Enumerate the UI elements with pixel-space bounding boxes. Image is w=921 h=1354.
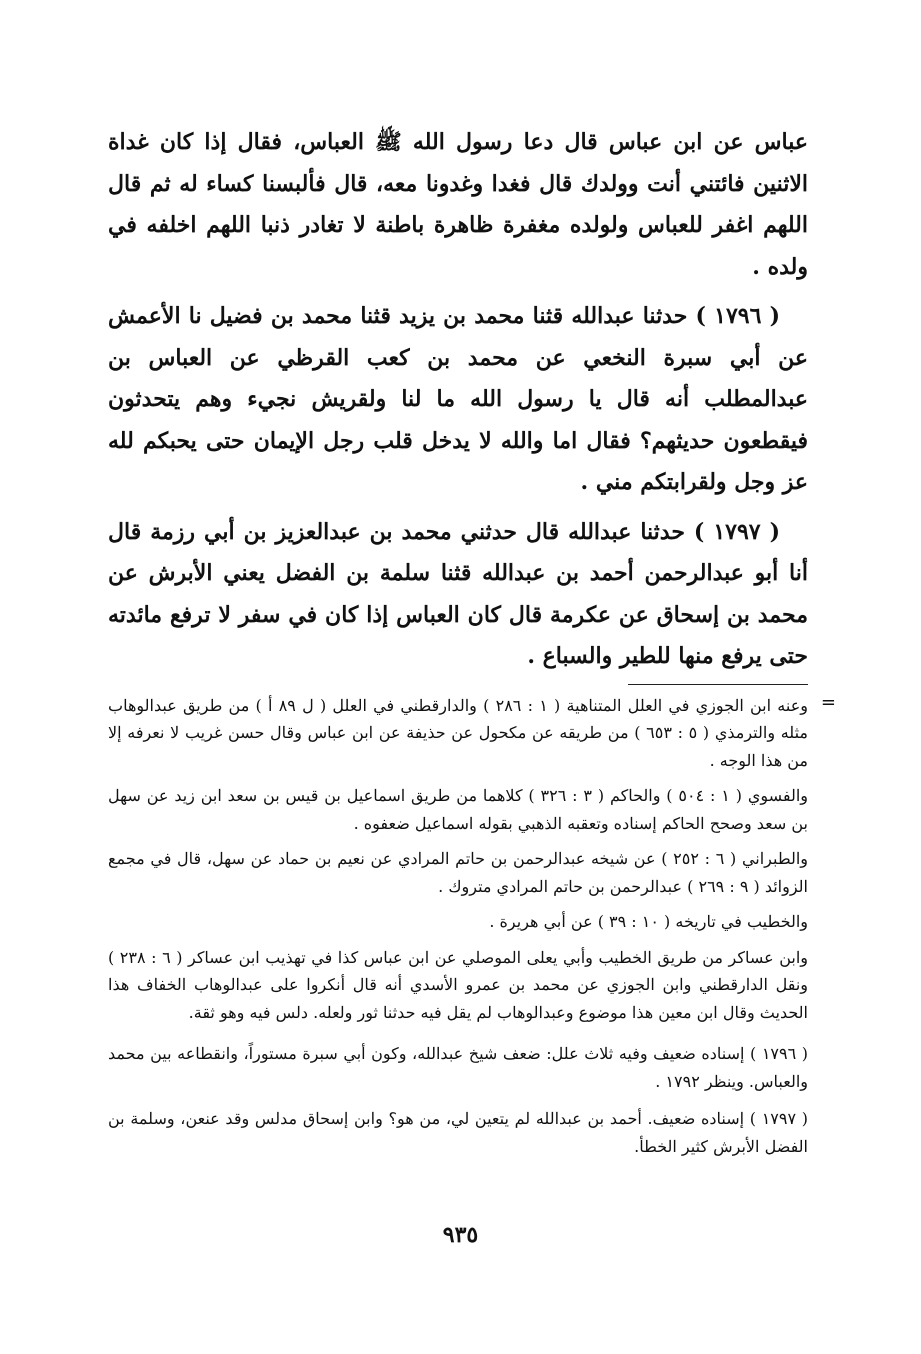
footnote-divider-row bbox=[108, 680, 808, 692]
footnote-text: والفسوي ( ١ : ٥٠٤ ) والحاكم ( ٣ : ٣٢٦ ) كلاهما من طريق اسماعيل بن قيس بن سعد ابن زيد عن سهل بن سعد وصحح الحاكم إسناده وتعقبه الذهبي بقوله اسماعيل ضعفوه . bbox=[108, 786, 809, 833]
footnotes bbox=[108, 691, 836, 1027]
footnote-text: والخطيب في تاريخه ( ١٠ : ٣٩ ) عن أبي هريرة . bbox=[489, 912, 808, 931]
footnote-text: والطبراني ( ٦ : ٢٥٢ ) عن شيخه عبدالرحمن بن حاتم المرادي عن نعيم بن حماد عن سهل، قال في مجمع الزوائد ( ٩ : ٢٦٩ ) عبدالرحمن بن حاتم المرادي متروك . bbox=[108, 849, 809, 896]
note-item-1796 bbox=[108, 1040, 808, 1095]
page-body bbox=[108, 122, 836, 1170]
continuation-mark: = bbox=[820, 691, 836, 713]
hadith-notes bbox=[108, 1040, 808, 1160]
note-text: ( ١٧٩٦ ) إسناده ضعيف وفيه ثلاث علل: ضعف شيخ عبدالله، وكون أبي سبرة مستوراً، وانقطاعه بين محمد والعباس. وينظر ١٧٩٢ . bbox=[108, 1044, 809, 1091]
footnote-item bbox=[108, 691, 836, 775]
note-item-1797 bbox=[108, 1105, 808, 1160]
main-text bbox=[108, 122, 808, 678]
hadith-1796: ( ١٧٩٦ ) حدثنا عبدالله قثنا محمد بن يزيد قثنا محمد بن فضيل نا الأعمش عن أبي سبرة النخعي عن محمد بن كعب القرظي عن العباس بن عبدالمطلب أنه قال يا رسول الله ما لنا ولقريش نجيء وهم يتحدثون فيقطعون حديثهم؟ فقال اما والله لا يدخل قلب رجل الإيمان حتى يحبكم لله عز وجل ولقرابتكم مني . bbox=[108, 303, 808, 495]
footnote-item bbox=[108, 908, 808, 936]
footnote-item bbox=[108, 845, 808, 900]
note-text: ( ١٧٩٧ ) إسناده ضعيف. أحمد بن عبدالله لم يتعين لي، من هو؟ وابن إسحاق مدلس وقد عنعن، وسلمة بن الفضل الأبرش كثير الخطأ. bbox=[108, 1109, 809, 1156]
footnote-divider bbox=[628, 684, 808, 685]
page-number: ٩٣٥ bbox=[442, 1222, 479, 1248]
footnote-item bbox=[108, 944, 808, 1027]
footnote-item bbox=[108, 782, 808, 837]
paragraph-continuation: عباس عن ابن عباس قال دعا رسول الله ﷺ العباس، فقال إذا كان غداة الاثنين فائتني أنت وولدك قال فغدا وغدونا معه، قال فألبسنا كساء له ثم قال اللهم اغفر للعباس ولولده مغفرة ظاهرة باطنة لا تغادر ذنبا اللهم اخلفه في ولده . bbox=[108, 129, 808, 280]
footnote-text: وابن عساكر من طريق الخطيب وأبي يعلى الموصلي عن ابن عباس كذا في تهذيب ابن عساكر ( ٦ : ٢٣٨ ) ونقل الدارقطني وابن الجوزي عن محمد بن عمرو الأسدي أنه قال أنكروا على عبدالوهاب الخفاف هذا الحديث وقال ابن معين هذا موضوع وعبدالوهاب لم يقل فيه حدثنا ثور ولعله. دلس فيه وهو ثقة. bbox=[108, 947, 809, 1022]
hadith-1797: ( ١٧٩٧ ) حدثنا عبدالله قال حدثني محمد بن عبدالعزيز بن أبي رزمة قال أنا أبو عبدالرحمن أحمد بن عبدالله قثنا سلمة بن الفضل يعني الأبرش عن محمد بن إسحاق عن عكرمة قال كان العباس إذا كان في سفر لا ترفع مائدته حتى يرفع منها للطير والسباع . bbox=[108, 518, 808, 669]
footnote-text: وعنه ابن الجوزي في العلل المتناهية ( ١ : ٢٨٦ ) والدارقطني في العلل ( ل ٨٩ أ ) من طريق عبدالوهاب مثله والترمذي ( ٥ : ٦٥٣ ) من طريقه عن مكحول عن حذيفة عن ابن عباس وقال حسن غريب لا نعرفه إلا من هذا الوجه . bbox=[108, 695, 808, 770]
